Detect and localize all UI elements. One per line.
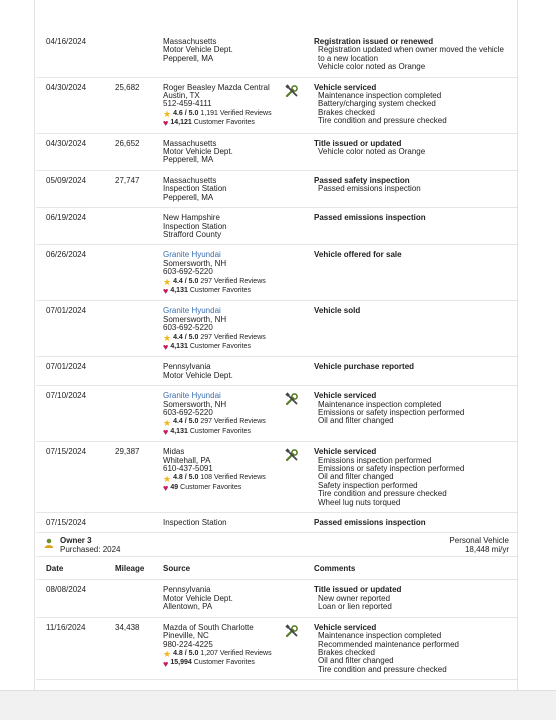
comment-title: Passed safety inspection [314, 175, 410, 185]
owner-usage [449, 536, 509, 554]
record-mileage [115, 586, 163, 611]
source-line: Pepperell, MA [163, 192, 214, 202]
heart-icon: ♥ [163, 286, 169, 297]
star-icon: ★ [163, 332, 172, 343]
comment-item: Emissions or safety inspection performed [318, 464, 465, 474]
record-mileage [115, 307, 163, 351]
record-date: 06/26/2024 [46, 250, 87, 260]
source-line: Inspection Station [163, 221, 227, 231]
comment-item: to a new location [318, 53, 379, 63]
icon-placeholder [285, 363, 314, 380]
comment-title: Title issued or updated [314, 138, 402, 148]
source-line: Somersworth, NH [163, 258, 227, 268]
record-source [163, 586, 285, 611]
table-row [36, 32, 517, 78]
comment-item: Safety inspection performed [318, 480, 418, 490]
review-count[interactable]: 297 Verified Reviews [200, 418, 266, 426]
source-line: Massachusetts [163, 138, 217, 148]
record-mileage: 29,387 [115, 447, 140, 457]
favorites-label: Customer Favorites [193, 659, 255, 667]
source-line: Pepperell, MA [163, 155, 214, 165]
header-source: Source [163, 564, 191, 574]
source-line: Massachusetts [163, 37, 217, 46]
record-source [163, 519, 285, 527]
star-icon: ★ [163, 417, 172, 428]
source-line: Strafford County [163, 229, 222, 239]
comment-item: Emissions or safety inspection performed [318, 408, 465, 417]
favorites-count: 4,131 [170, 286, 188, 294]
record-source [163, 363, 285, 380]
table-row [36, 357, 517, 386]
star-icon: ★ [163, 276, 172, 287]
source-line: 610-437-5091 [163, 464, 213, 474]
record-date: 04/30/2024 [46, 138, 87, 148]
table-row [36, 442, 517, 513]
review-count[interactable]: 297 Verified Reviews [200, 333, 266, 341]
table-row [36, 301, 517, 357]
record-mileage [115, 38, 163, 72]
customer-favorites [163, 428, 285, 436]
comment-title: Vehicle serviced [314, 82, 377, 92]
page-edge-left [34, 0, 35, 690]
record-date: 07/01/2024 [46, 306, 87, 316]
record-comments [314, 363, 517, 380]
record-source [163, 38, 285, 72]
heart-icon: ♥ [163, 342, 169, 353]
record-comments [314, 38, 517, 72]
favorites-count: 14,121 [170, 119, 192, 127]
table-row [36, 386, 517, 442]
comment-title: Vehicle purchase reported [314, 362, 415, 372]
record-comments [314, 84, 517, 128]
review-count[interactable]: 1,191 Verified Reviews [200, 109, 272, 117]
comment-item: Oil and filter changed [318, 416, 394, 426]
record-date: 07/10/2024 [46, 391, 87, 401]
table-row [36, 513, 517, 533]
source-line: New Hampshire [163, 213, 220, 223]
source-line: Massachusetts [163, 175, 217, 185]
comment-item: Recommended maintenance performed [318, 639, 459, 649]
source-line: 603-692-5220 [163, 267, 213, 277]
record-mileage: 26,652 [115, 138, 140, 148]
source-line: Somersworth, NH [163, 399, 227, 409]
history-table [36, 32, 517, 680]
dealer-rating [163, 650, 285, 658]
record-date: 07/15/2024 [46, 447, 87, 457]
comment-title: Passed emissions inspection [314, 213, 426, 223]
tools-icon [285, 448, 314, 507]
source-line: Austin, TX [163, 91, 200, 101]
records-bottom [36, 580, 517, 680]
record-date: 11/16/2024 [46, 622, 86, 632]
heart-icon: ♥ [163, 427, 169, 438]
icon-placeholder [285, 177, 314, 202]
record-mileage: 25,682 [115, 82, 140, 92]
comment-title: Vehicle serviced [314, 622, 377, 632]
rating-score: 4.4 / 5.0 [173, 333, 199, 341]
table-row [36, 245, 517, 301]
comment-item: Tire condition and pressure checked [318, 489, 447, 499]
source-line: 512-459-4111 [163, 99, 212, 109]
record-date: 07/15/2024 [46, 518, 87, 528]
source-line: 603-692-5220 [163, 408, 213, 417]
source-line: Midas [163, 447, 185, 457]
record-mileage: 27,747 [115, 175, 140, 185]
comment-item: Maintenance inspection completed [318, 91, 442, 101]
source-line: Pennsylvania [163, 585, 211, 595]
review-count[interactable]: 108 Verified Reviews [200, 474, 266, 482]
owner-section [36, 533, 517, 557]
rating-score: 4.4 / 5.0 [173, 277, 199, 285]
review-count[interactable]: 1,207 Verified Reviews [200, 649, 272, 657]
icon-placeholder [285, 214, 314, 239]
comment-item: Maintenance inspection completed [318, 399, 442, 409]
record-mileage [115, 363, 163, 380]
comment-item: Oil and filter changed [318, 656, 394, 666]
dealer-rating [163, 474, 285, 482]
table-row [36, 580, 517, 617]
customer-favorites [163, 119, 285, 127]
favorites-label: Customer Favorites [180, 483, 242, 491]
source-line: Inspection Station [163, 518, 227, 528]
comment-title: Vehicle sold [314, 306, 361, 316]
table-row [36, 134, 517, 171]
rating-score: 4.4 / 5.0 [173, 418, 199, 426]
record-comments [314, 251, 517, 295]
source-line: Motor Vehicle Dept. [163, 45, 233, 55]
tools-icon [285, 392, 314, 436]
customer-favorites [163, 484, 285, 492]
record-comments [314, 177, 517, 202]
icon-placeholder [285, 38, 314, 72]
header-mileage: Mileage [115, 564, 145, 574]
record-source [163, 448, 285, 507]
comment-item: Vehicle color noted as Orange [318, 147, 426, 157]
customer-favorites [163, 343, 285, 351]
source-line: Pineville, NC [163, 631, 209, 641]
header-comments: Comments [314, 564, 356, 574]
heart-icon: ♥ [163, 658, 169, 669]
tools-icon [285, 624, 314, 674]
record-comments [314, 624, 517, 674]
source-line: Mazda of South Charlotte [163, 622, 254, 632]
record-date: 04/16/2024 [46, 37, 87, 46]
records-top [36, 32, 517, 533]
record-comments [314, 448, 517, 507]
comment-item: Battery/charging system checked [318, 99, 436, 109]
favorites-label: Customer Favorites [189, 427, 251, 435]
review-count[interactable]: 297 Verified Reviews [200, 277, 266, 285]
customer-favorites [163, 287, 285, 295]
source-line: Inspection Station [163, 184, 227, 194]
comment-item: Brakes checked [318, 107, 375, 117]
record-comments [314, 586, 517, 611]
person-icon [44, 538, 54, 550]
table-row [36, 78, 517, 134]
heart-icon: ♥ [163, 483, 169, 494]
source-line: 603-692-5220 [163, 323, 213, 333]
source-line: Somersworth, NH [163, 314, 227, 324]
dealer-rating [163, 418, 285, 426]
rating-score: 4.8 / 5.0 [173, 649, 199, 657]
owner-name: Owner 3 [60, 536, 92, 546]
record-comments [314, 307, 517, 351]
record-mileage [115, 392, 163, 436]
comment-item: Emissions inspection performed [318, 455, 432, 465]
star-icon: ★ [163, 109, 172, 120]
icon-placeholder [285, 586, 314, 611]
source-line: Motor Vehicle Dept. [163, 147, 233, 157]
record-source [163, 177, 285, 202]
record-date: 06/19/2024 [46, 213, 87, 223]
comment-title: Vehicle serviced [314, 391, 377, 401]
record-comments [314, 519, 517, 527]
rating-score: 4.6 / 5.0 [173, 109, 199, 117]
comment-item: Tire condition and pressure checked [318, 116, 447, 126]
comment-title: Vehicle offered for sale [314, 250, 402, 260]
table-row [36, 208, 517, 245]
tools-icon [285, 84, 314, 128]
dealer-link[interactable]: Granite Hyundai [163, 306, 221, 316]
dealer-rating [163, 110, 285, 118]
favorites-count: 15,994 [170, 659, 192, 667]
record-mileage [115, 251, 163, 295]
source-line: Pennsylvania [163, 362, 211, 372]
record-date: 07/01/2024 [46, 362, 87, 372]
favorites-label: Customer Favorites [193, 119, 255, 127]
star-icon: ★ [163, 473, 172, 484]
table-header [36, 557, 517, 580]
comment-item: Vehicle color noted as Orange [318, 62, 426, 72]
record-mileage [115, 214, 163, 239]
source-line: Whitehall, PA [163, 455, 211, 465]
table-row [36, 618, 517, 680]
page-bottom-gap [0, 690, 556, 720]
comment-item: Brakes checked [318, 647, 375, 657]
comment-item: Loan or lien reported [318, 602, 392, 612]
comment-title: Passed emissions inspection [314, 518, 426, 528]
source-line: 980-224-4225 [163, 639, 213, 649]
favorites-count: 49 [170, 483, 179, 491]
record-source [163, 624, 285, 674]
source-line: Roger Beasley Mazda Central [163, 82, 270, 92]
comment-item: Registration updated when owner moved the vehicle [318, 45, 504, 55]
record-comments [314, 140, 517, 165]
owner-purchased: Purchased: 2024 [60, 545, 121, 555]
record-date: 04/30/2024 [46, 82, 87, 92]
source-line: Allentown, PA [163, 602, 213, 612]
record-source [163, 84, 285, 128]
record-comments [314, 392, 517, 436]
icon-placeholder [285, 251, 314, 295]
record-mileage: 34,438 [115, 622, 140, 632]
customer-favorites [163, 659, 285, 667]
miles-per-year: 18,448 mi/yr [464, 545, 509, 555]
record-date: 08/08/2024 [46, 585, 87, 595]
icon-placeholder [285, 307, 314, 351]
record-source [163, 251, 285, 295]
comment-item: New owner reported [318, 593, 391, 603]
icon-placeholder [285, 140, 314, 165]
comment-title: Registration issued or renewed [314, 37, 434, 46]
dealer-link[interactable]: Granite Hyundai [163, 391, 221, 401]
comment-item: Wheel lug nuts torqued [318, 497, 401, 507]
favorites-label: Customer Favorites [189, 286, 251, 294]
comment-title: Title issued or updated [314, 585, 402, 595]
page-edge-right [517, 0, 518, 690]
favorites-label: Customer Favorites [189, 342, 251, 350]
header-date: Date [46, 564, 64, 574]
comment-item: Tire condition and pressure checked [318, 664, 447, 674]
heart-icon: ♥ [163, 118, 169, 129]
comment-item: Oil and filter changed [318, 472, 394, 482]
favorites-count: 4,131 [170, 342, 188, 350]
comment-title: Vehicle serviced [314, 447, 377, 457]
record-source [163, 392, 285, 436]
source-line: Pepperell, MA [163, 53, 214, 63]
star-icon: ★ [163, 649, 172, 660]
record-comments [314, 214, 517, 239]
record-source [163, 140, 285, 165]
comment-item: Maintenance inspection completed [318, 631, 442, 641]
record-source [163, 214, 285, 239]
dealer-link[interactable]: Granite Hyundai [163, 250, 221, 260]
favorites-count: 4,131 [170, 427, 188, 435]
dealer-rating [163, 334, 285, 342]
record-date: 05/09/2024 [46, 175, 87, 185]
record-mileage [115, 519, 163, 527]
table-row [36, 171, 517, 208]
dealer-rating [163, 278, 285, 286]
vehicle-type: Personal Vehicle [449, 536, 509, 546]
record-source [163, 307, 285, 351]
comment-item: Passed emissions inspection [318, 184, 421, 194]
rating-score: 4.8 / 5.0 [173, 474, 199, 482]
source-line: Motor Vehicle Dept. [163, 593, 233, 603]
icon-placeholder [285, 519, 314, 527]
source-line: Motor Vehicle Dept. [163, 370, 233, 380]
